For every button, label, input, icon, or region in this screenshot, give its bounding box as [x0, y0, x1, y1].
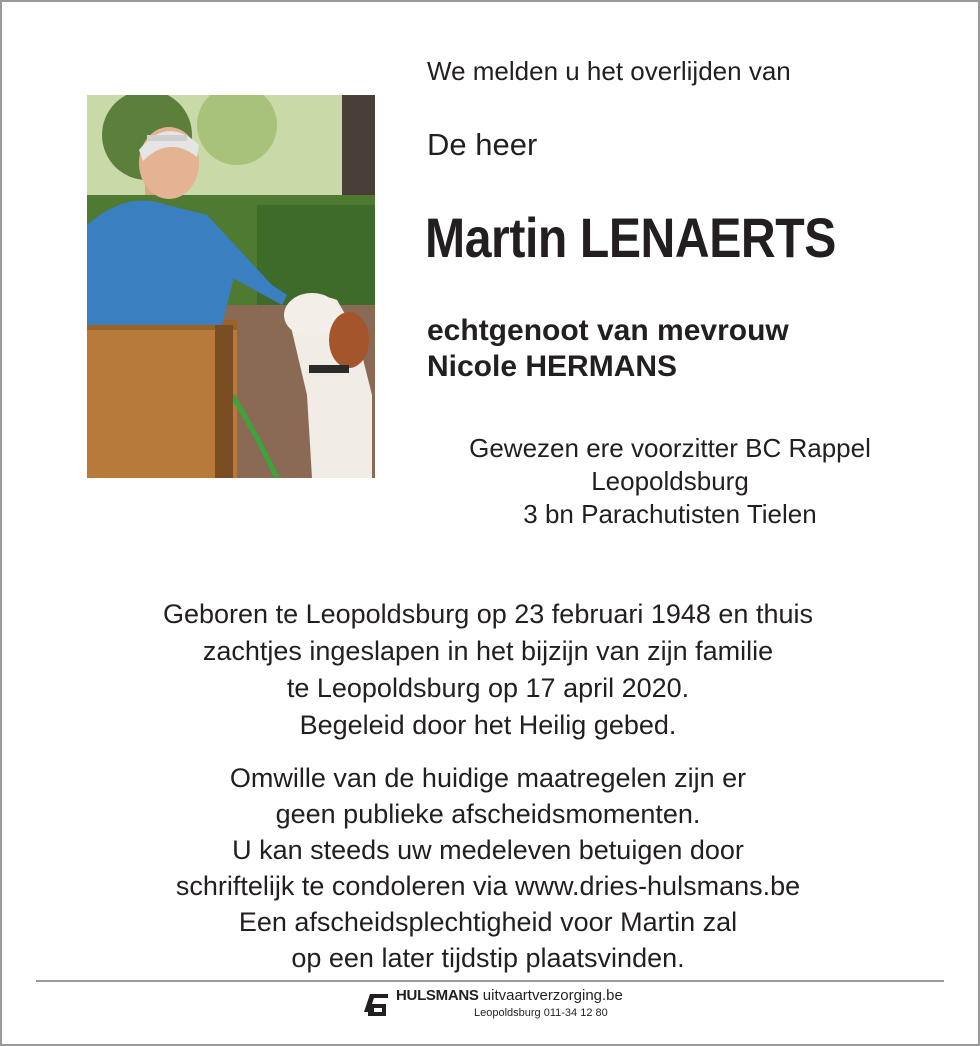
notice-line: op een later tijdstip plaatsvinden. [291, 943, 685, 973]
notice-line: schriftelijk te condoleren via www.dries-hulsmans.be [175, 871, 801, 901]
brand-line [396, 986, 623, 1006]
birth-death-details [60, 596, 916, 744]
role-line: Gewezen ere voorzitter BC Rappel [469, 433, 871, 463]
details-line: Geboren te Leopoldsburg op 23 februari 1948 en thuis [163, 599, 813, 629]
hulsmans-logo-icon [362, 988, 392, 1018]
notice-line: U kan steeds uw medeleven betuigen door [232, 835, 744, 865]
brand-name: HULSMANS [396, 987, 479, 1004]
brand-website: uitvaartverzorging.be [482, 987, 623, 1004]
contact-info: Leopoldsburg 011-34 12 80 [474, 1007, 608, 1019]
details-line: te Leopoldsburg op 17 april 2020. [286, 673, 690, 703]
notice-line: Omwille van de huidige maatregelen zijn er [229, 763, 747, 793]
spouse-line: echtgenoot van mevrouw [427, 314, 789, 347]
honorific: De heer [427, 127, 538, 162]
roles-block [420, 432, 920, 531]
notice-line: Een afscheidsplechtigheid voor Martin zal [238, 907, 738, 937]
role-line: Leopoldsburg [591, 466, 749, 496]
spouse-name: Nicole HERMANS [427, 350, 678, 383]
details-line: Begeleid door het Heilig gebed. [299, 710, 677, 740]
intro-text: We melden u het overlijden van [427, 56, 791, 86]
role-line: 3 bn Parachutisten Tielen [523, 499, 817, 529]
footer-divider [36, 980, 944, 982]
spouse-block [427, 313, 789, 385]
funeral-notice [60, 760, 916, 976]
portrait-photo [87, 95, 375, 478]
notice-line: geen publieke afscheidsmomenten. [275, 799, 701, 829]
details-line: zachtjes ingeslapen in het bijzijn van zijn familie [202, 636, 774, 666]
deceased-name: Martin LENAERTS [425, 206, 836, 269]
